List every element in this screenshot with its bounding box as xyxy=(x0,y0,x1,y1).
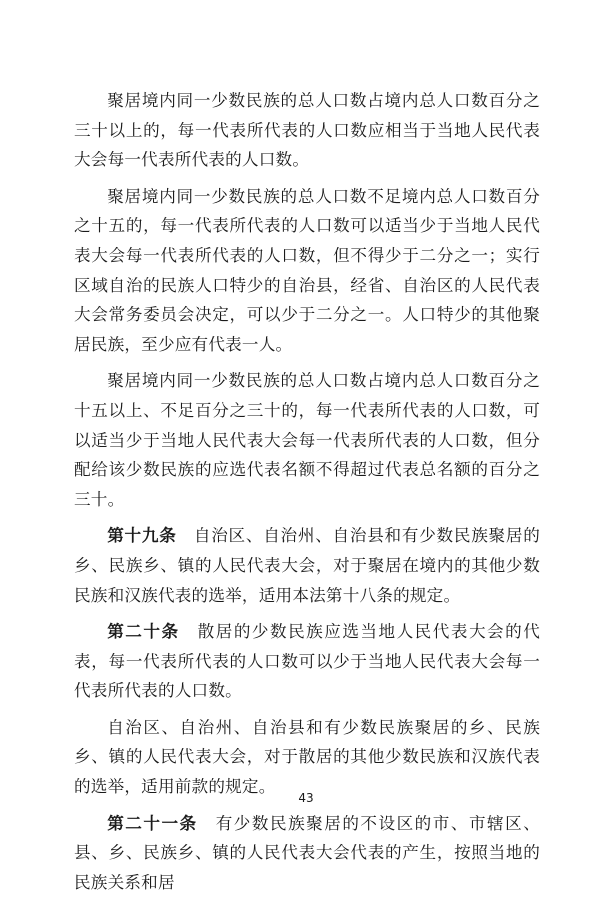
paragraph-2 xyxy=(74,182,540,360)
paragraph-text: 散居的少数民族应选当地人民代表大会的代表，每一代表所代表的人口数可以少于当地人民代表大会每一代表所代表的人口数。 xyxy=(74,622,540,701)
article-19 xyxy=(74,521,540,610)
paragraph-text: 有少数民族聚居的不设区的市、市辖区、县、乡、民族乡、镇的人民代表大会代表的产生，按照当地的民族关系和居 xyxy=(74,813,540,892)
paragraph-text: 自治区、自治州、自治县和有少数民族聚居的乡、民族乡、镇的人民代表大会，对于聚居在境内的其他少数民族和汉族代表的选举，适用本法第十八条的规定。 xyxy=(74,526,541,605)
page-number: 43 xyxy=(298,791,314,805)
article-number: 第二十一条 xyxy=(107,813,198,833)
paragraph-text: 聚居境内同一少数民族的总人口数占境内总人口数百分之十五以上、不足百分之三十的，每一代表所代表的人口数，可以适当少于当地人民代表大会每一代表所代表的人口数，但分配给该少数民族的应选代表名额不得超过代表总名额的百分之三十。 xyxy=(74,371,540,509)
paragraph-text: 聚居境内同一少数民族的总人口数占境内总人口数百分之三十以上的，每一代表所代表的人口数应相当于当地人民代表大会每一代表所代表的人口数。 xyxy=(74,91,540,170)
paragraph-6 xyxy=(74,713,540,802)
article-20 xyxy=(74,617,540,706)
paragraph-text: 聚居境内同一少数民族的总人口数不足境内总人口数百分之十五的，每一代表所代表的人口数可以适当少于当地人民代表大会每一代表所代表的人口数，但不得少于二分之一；实行区域自治的民族人口特少的自治县，经省、自治区的人民代表大会常务委员会决定，可以少于二分之一。人口特少的其他聚居民族，至少应有代表一人。 xyxy=(74,186,540,354)
article-number: 第二十条 xyxy=(107,622,180,642)
paragraph-1 xyxy=(74,86,540,175)
document-body xyxy=(74,86,540,904)
article-21 xyxy=(74,809,540,898)
paragraph-3 xyxy=(74,366,540,514)
paragraph-text: 自治区、自治州、自治县和有少数民族聚居的乡、民族乡、镇的人民代表大会，对于散居的其他少数民族和汉族代表的选举，适用前款的规定。 xyxy=(74,717,540,797)
article-number: 第十九条 xyxy=(107,526,177,546)
